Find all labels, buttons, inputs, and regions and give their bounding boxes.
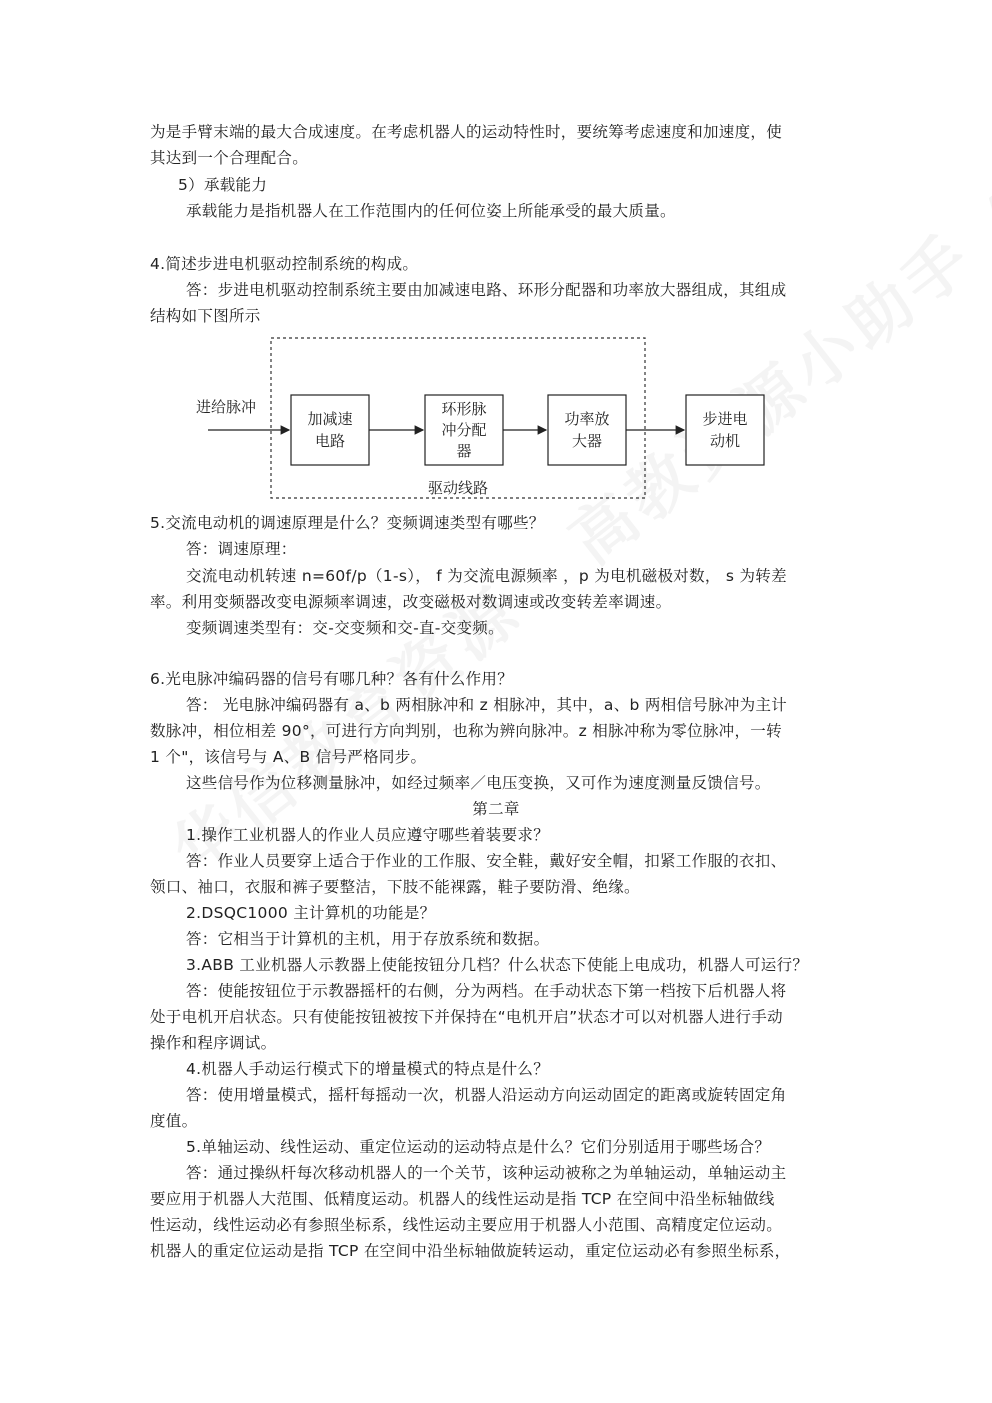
stepper-drive-diagram [190,335,790,505]
question-heading: 1.操作工业机器人的作业人员应遵守哪些着装要求？ [186,826,549,844]
text-line: 变频调速类型有：交-交变频和交-直-交变频。 [186,619,504,637]
power-amplifier-block [548,395,626,465]
text-line: 度值。 [150,1112,198,1130]
question-heading: 3.ABB 工业机器人示教器上使能按钮分几档？什么状态下使能上电成功，机器人可运行？ [186,956,809,974]
question-heading: 6.光电脉冲编码器的信号有哪几种？各有什么作用？ [150,670,513,688]
block-label: 步进电 [702,410,748,428]
question-heading: 4.机器人手动运行模式下的增量模式的特点是什么？ [186,1060,549,1078]
block-label: 电路 [314,432,346,450]
text-line: 领口、袖口，衣服和裤子要整洁，下肢不能裸露，鞋子要防滑、绝缘。 [150,878,640,896]
text-line: 交流电动机转速 n=60f/p（1-s）， f 为交流电源频率 ，p 为电机磁极对数， s 为转差 [186,567,787,585]
subheading: 5）承载能力 [178,176,268,194]
block-label: 器 [456,442,472,460]
text-line: 承载能力是指机器人在工作范围内的任何位姿上所能承受的最大质量。 [186,202,676,220]
text-line: 答：调速原理： [186,540,297,558]
text-line: 答：作业人员要穿上适合于作业的工作服、安全鞋，戴好安全帽，扣紧工作服的衣扣、 [186,852,787,870]
question-heading: 5.单轴运动、线性运动、重定位运动的运动特点是什么？它们分别适用于哪些场合？ [186,1138,771,1156]
chapter-title: 第二章 [472,800,520,818]
text-line: 这些信号作为位移测量脉冲，如经过频率／电压变换，又可作为速度测量反馈信号。 [186,774,771,792]
text-line: 机器人的重定位运动是指 TCP 在空间中沿坐标轴做旋转运动，重定位运动必有参照坐标系， [150,1242,791,1260]
frame-label: 驱动线路 [427,479,489,497]
question-heading: 5.交流电动机的调速原理是什么？变频调速类型有哪些？ [150,514,545,532]
block-label: 大器 [571,432,603,450]
block-label: 冲分配 [441,421,487,439]
text-line: 结构如下图所示 [150,307,261,325]
text-line: 答：使用增量模式，摇杆每摇动一次，机器人沿运动方向运动固定的距离或旋转固定角 [186,1086,787,1104]
question-heading: 4.简述步进电机驱动控制系统的构成。 [150,255,419,273]
text-line: 率。利用变频器改变电源频率调速，改变磁极对数调速或改变转差率调速。 [150,593,672,611]
text-line: 答：通过操纵杆每次移动机器人的一个关节，该种运动被称之为单轴运动，单轴运动主 [186,1164,787,1182]
text-line: 其达到一个合理配合。 [150,149,309,167]
block-label: 环形脉 [441,400,487,418]
block-label: 加减速 [307,410,353,428]
stepper-motor-block [686,395,764,465]
text-line: 答： 光电脉冲编码器有 a、b 两相脉冲和 z 相脉冲，其中，a、b 两相信号脉冲为主计 [186,696,788,714]
text-line: 答：步进电机驱动控制系统主要由加减速电路、环形分配器和功率放大器组成，其组成 [186,281,787,299]
input-pulse-label: 进给脉冲 [196,398,257,416]
text-line: 答：使能按钮位于示教器摇杆的右侧，分为两档。在手动状态下第一档按下后机器人将 [186,982,787,1000]
text-line: 数脉冲，相位相差 90°，可进行方向判别，也称为辨向脉冲。z 相脉冲称为零位脉冲，一转 [150,722,782,740]
text-line: 处于电机开启状态。只有使能按钮被按下并保持在“电机开启”状态才可以对机器人进行手动 [150,1008,783,1026]
question-heading: 2.DSQC1000 主计算机的功能是？ [186,904,436,922]
text-line: 答：它相当于计算机的主机，用于存放系统和数据。 [186,930,550,948]
text-line: 要应用于机器人大范围、低精度运动。机器人的线性运动是指 TCP 在空间中沿坐标轴做线 [150,1190,775,1208]
block-label: 功率放 [564,410,610,428]
text-line: 为是手臂末端的最大合成速度。在考虑机器人的运动特性时，要统筹考虑速度和加速度，使 [150,123,783,141]
acceleration-circuit-block [291,395,369,465]
text-line: 性运动，线性运动必有参照坐标系，线性运动主要应用于机器人小范围、高精度定位运动。 [150,1216,783,1234]
block-label: 动机 [709,432,741,450]
ring-distributor-block [425,395,503,465]
text-line: 1 个"，该信号与 A、B 信号严格同步。 [150,748,427,766]
text-line: 操作和程序调试。 [150,1034,277,1052]
